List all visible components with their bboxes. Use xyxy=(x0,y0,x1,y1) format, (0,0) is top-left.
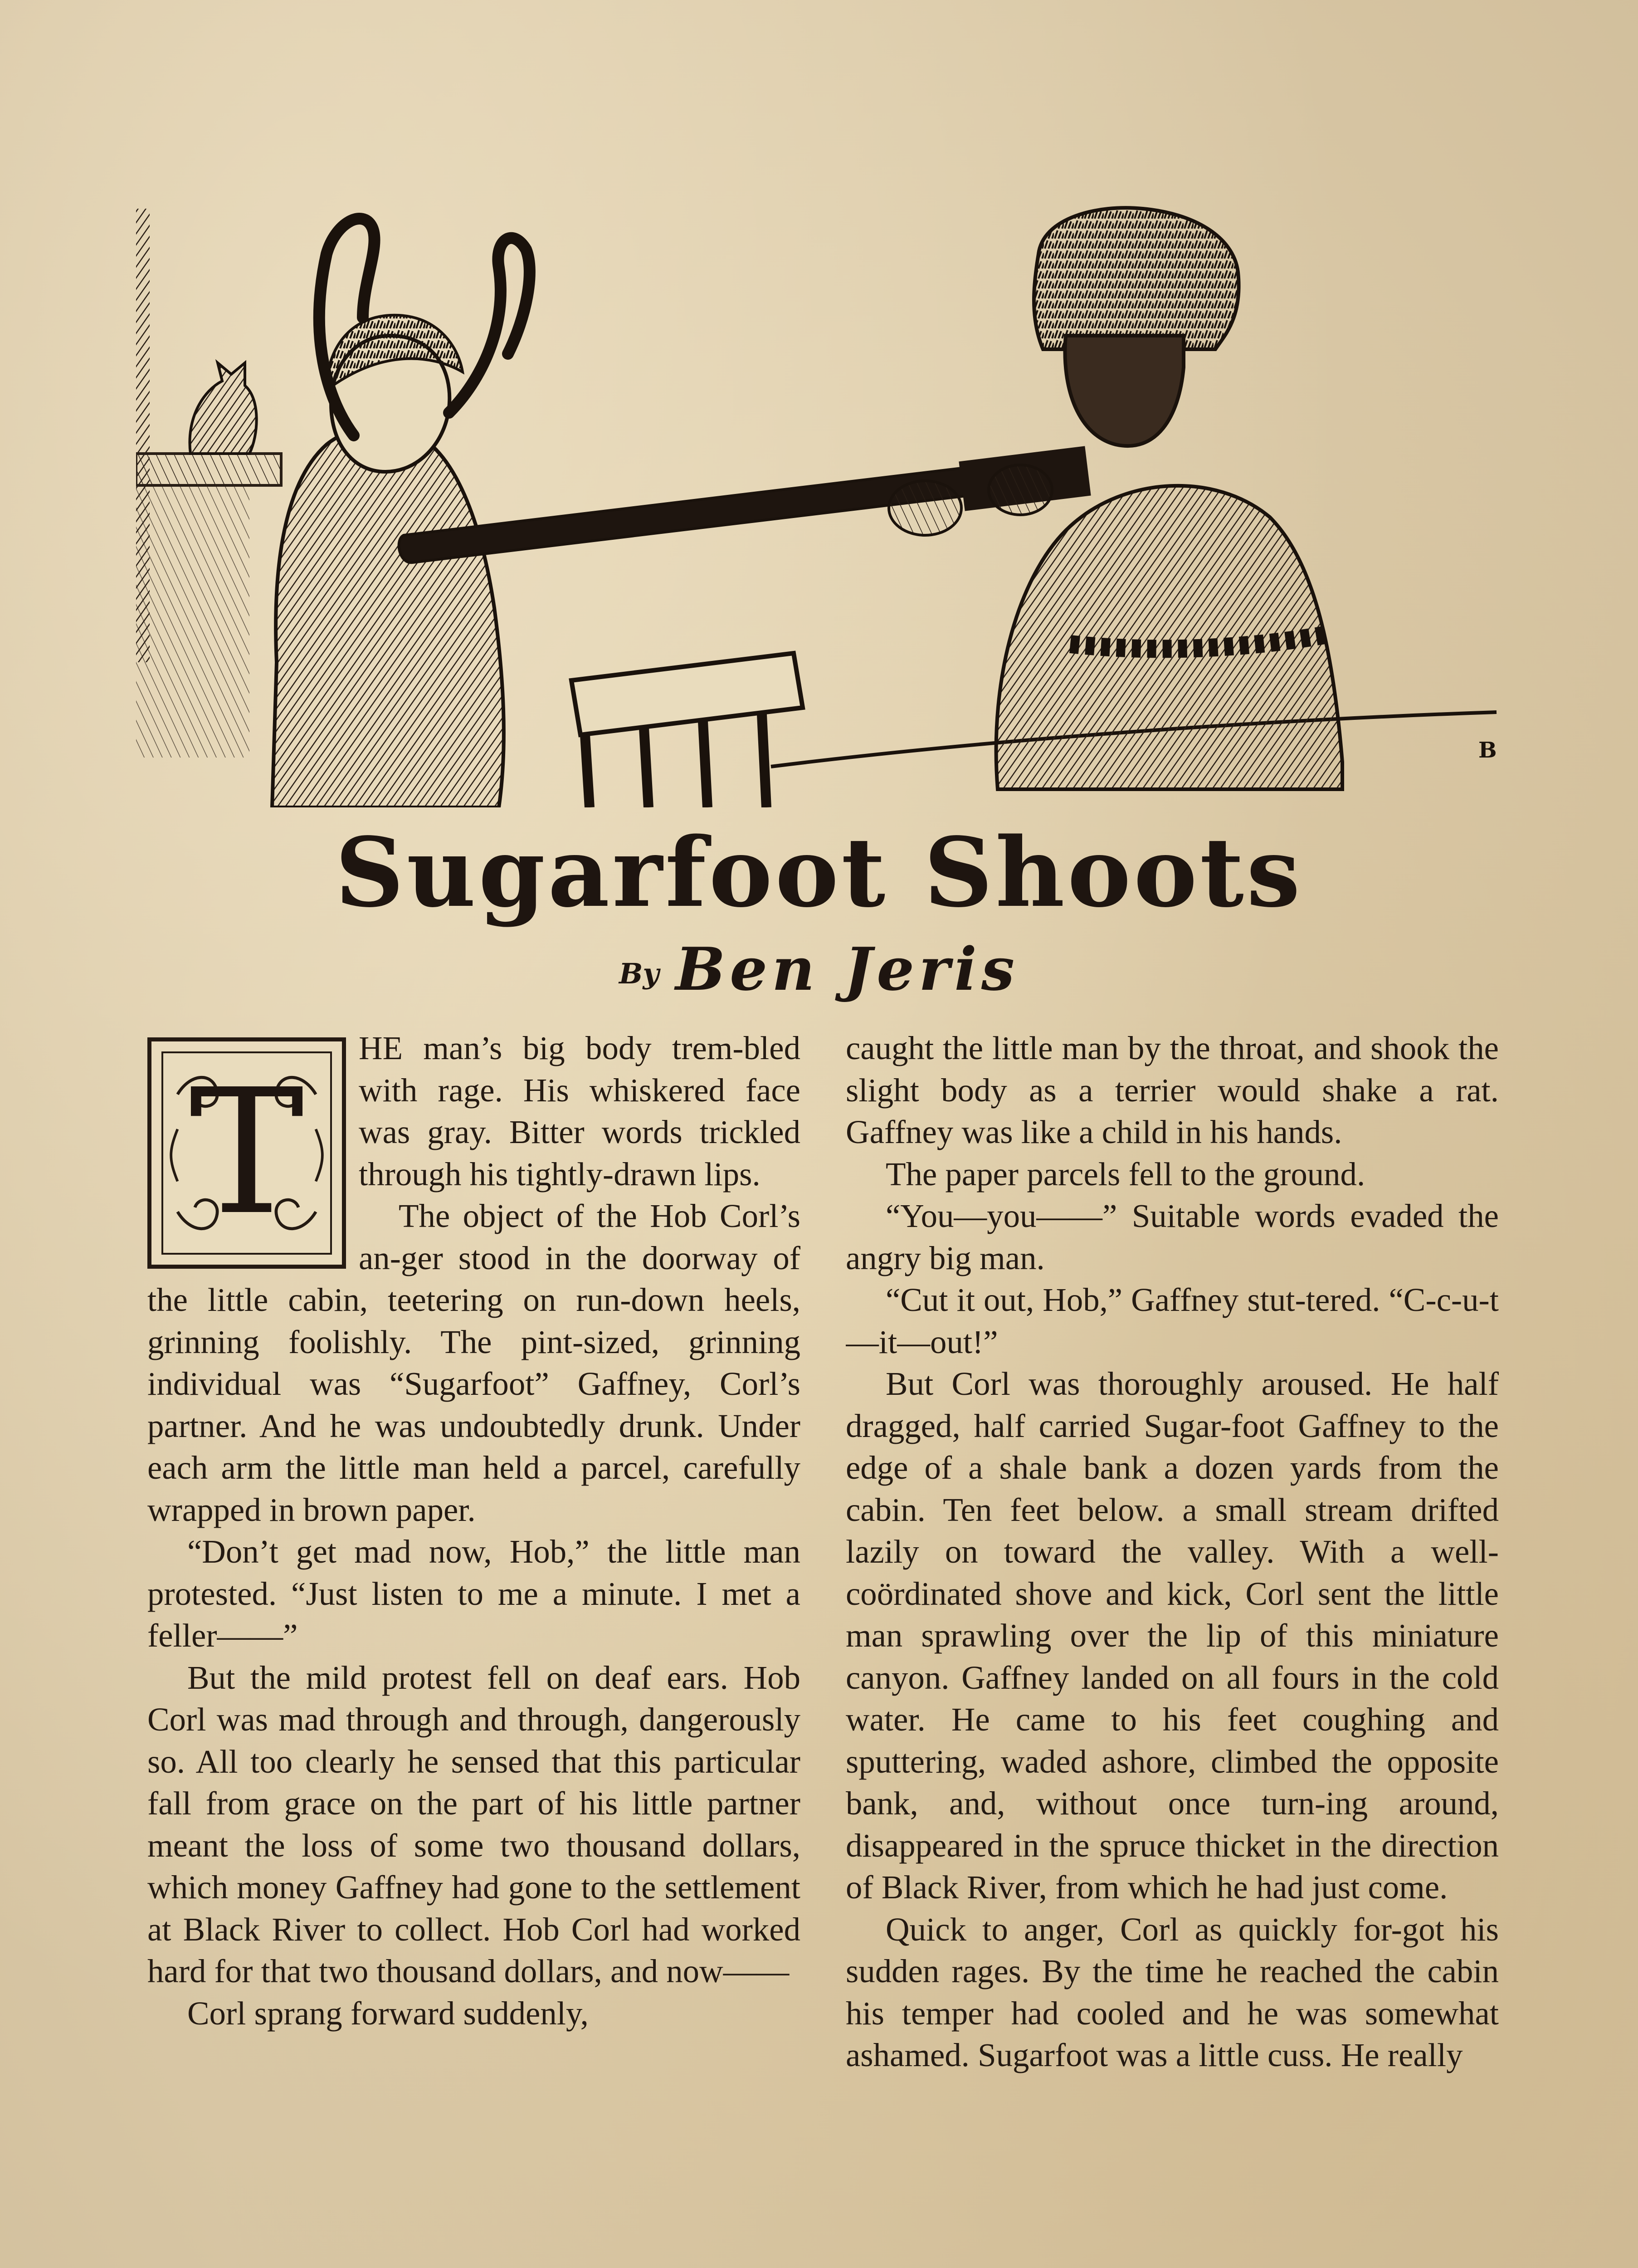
byline xyxy=(0,934,1638,1004)
artist-mark: B xyxy=(1478,738,1497,763)
paragraph: The object of the Hob Corl’s an-ger stood in the doorway of the little cabin, teetering on run-down heels, grinning foolishly. The pint-sized, grinning individual was “Sugarfoot” Gaffney, Corl’s partner. And he was undoubtedly drunk. Under each arm the little man held a parcel, carefully wrapped in brown paper. xyxy=(147,1198,800,1528)
paragraph: The paper parcels fell to the ground. xyxy=(886,1155,1365,1193)
story-title: Sugarfoot Shoots xyxy=(335,816,1303,929)
paragraph: HE man’s big body trem-bled with rage. His whiskered face was gray. Bitter words trickled through his tightly-drawn lips. xyxy=(359,1030,800,1193)
byline-by: By xyxy=(619,957,659,990)
paragraph: But the mild protest fell on deaf ears. Hob Corl was mad through and through, dangerously so. All too clearly he sensed that this particular fall from grace on the part of his little partner meant the loss of some two thousand dollars, which money Gaffney had gone to the settlement at Black River to collect. Hob Corl had worked hard for that two thousand dollars, and now—— xyxy=(147,1659,800,1989)
dropcap-ornament xyxy=(147,1037,346,1269)
paragraph: Corl sprang forward suddenly, xyxy=(187,1994,589,2032)
paragraph: “You—you——” Suitable words evaded the angry big man. xyxy=(846,1198,1499,1276)
holdup-illustration-icon xyxy=(136,200,1501,807)
dropcap-letter: T xyxy=(189,1052,304,1253)
story-illustration xyxy=(136,200,1501,807)
paragraph: “Don’t get mad now, Hob,” the little man protested. “Just listen to me a minute. I met a feller——” xyxy=(147,1533,800,1654)
paragraph: caught the little man by the throat, and shook the slight body as a terrier would shake a rat. Gaffney was like a child in his hands. xyxy=(846,1030,1499,1150)
paragraph: But Corl was thoroughly aroused. He half dragged, half carried Sugar-foot Gaffney to the edge of a shale bank a dozen yards from the cabin. Ten feet below. a small stream drifted lazily on toward the valley. With a well-coördinated shove and kick, Corl sent the little man sprawling over the lip of this miniature canyon. Gaffney landed on all fours in the cold water. He came to his feet coughing and sputtering, waded ashore, climbed the opposite bank, and, without once turn-ing around, disappeared in the spruce thicket in the direction of Black River, from which he had just come. xyxy=(846,1365,1499,1906)
paragraph: Quick to anger, Corl as quickly for-got his sudden rages. By the time he reached the cabin his temper had cooled and he was somewhat ashamed. Sugarfoot was a little cuss. He really xyxy=(846,1911,1499,2073)
right-text-column xyxy=(846,1027,1499,2268)
paragraph: “Cut it out, Hob,” Gaffney stut-tered. “C-c-u-t—it—out!” xyxy=(846,1281,1499,1360)
left-text-column xyxy=(147,1027,800,2268)
author-name: Ben Jeris xyxy=(675,934,1019,1004)
